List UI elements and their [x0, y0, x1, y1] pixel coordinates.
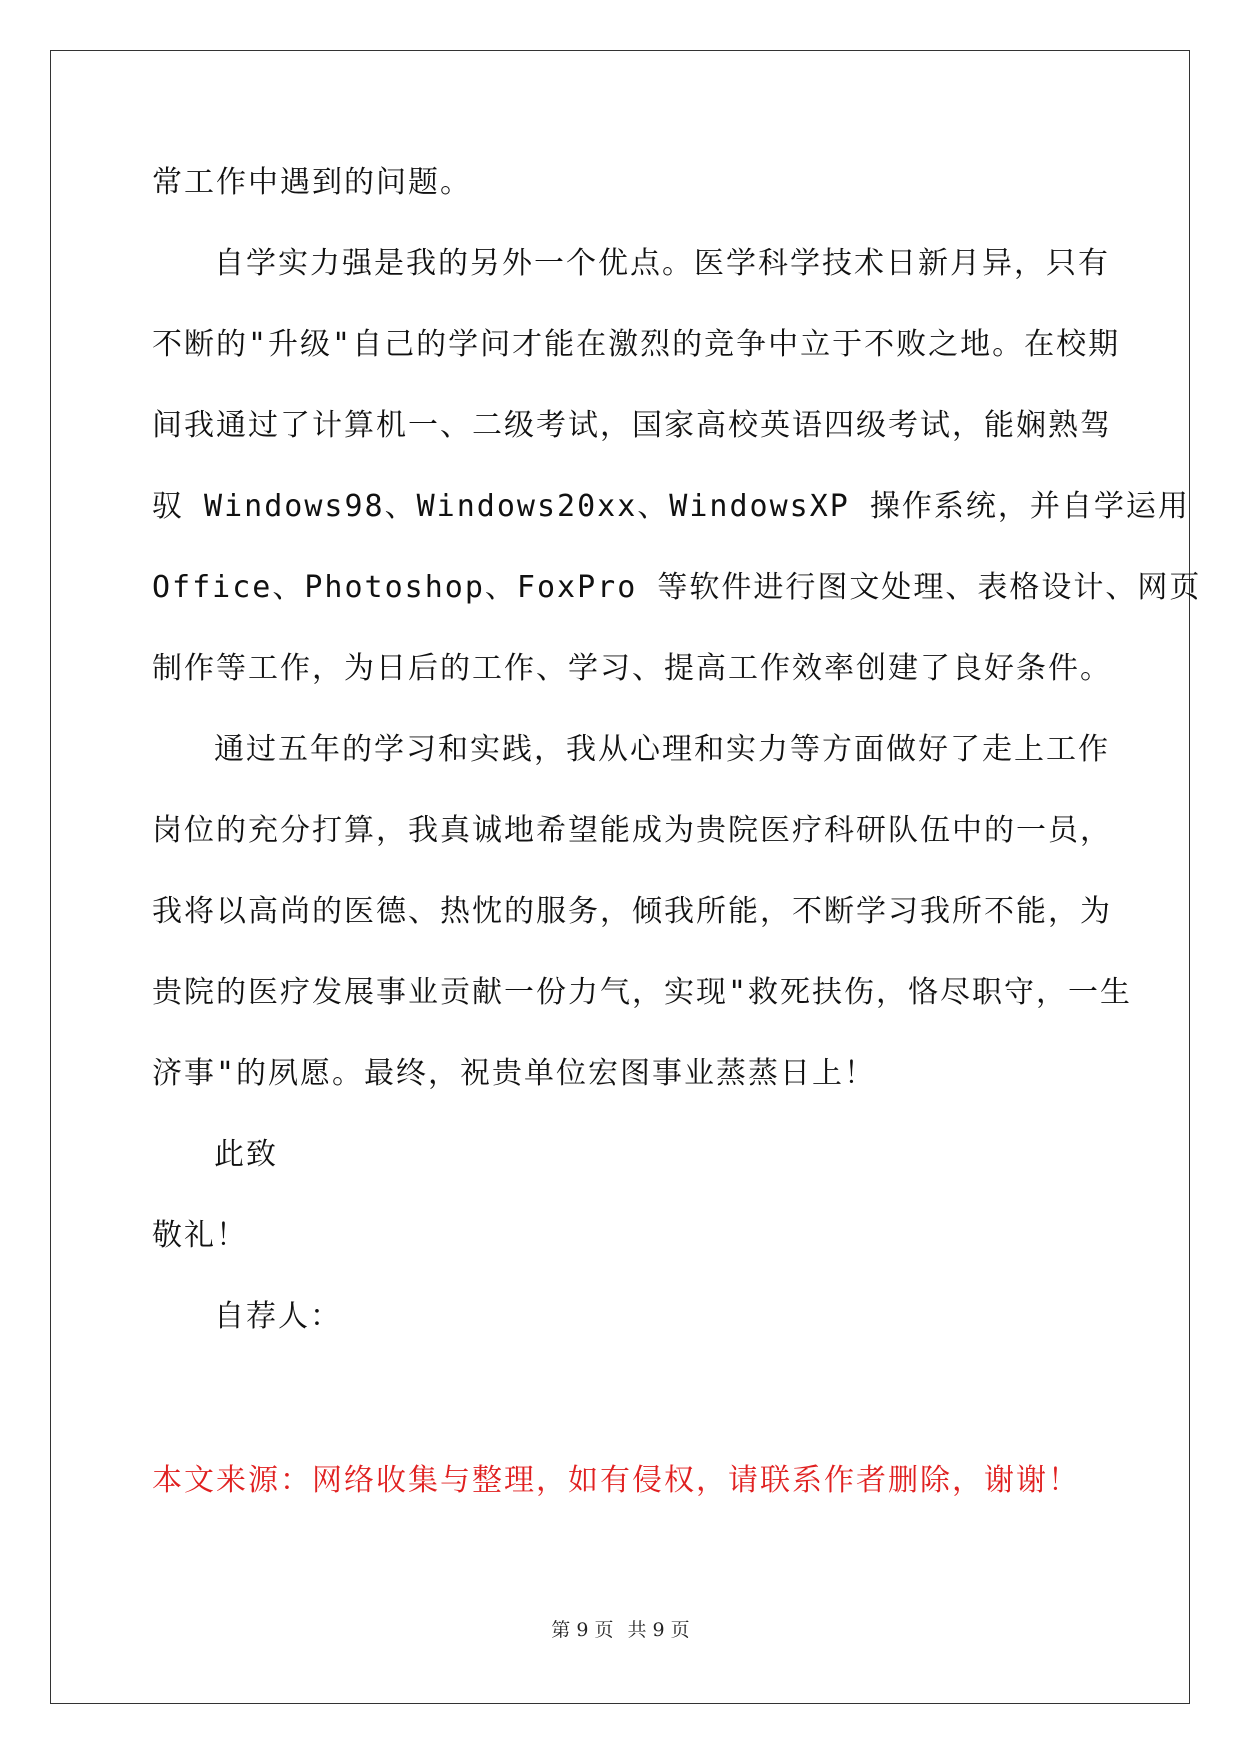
text-line: 间我通过了计算机一、二级考试，国家高校英语四级考试，能娴熟驾	[152, 408, 1112, 443]
text-line: 我将以高尚的医德、热忱的服务，倾我所能，不断学习我所不能，为	[152, 894, 1112, 929]
text-line: 济事"的夙愿。最终，祝贵单位宏图事业蒸蒸日上！	[152, 1056, 877, 1091]
page-total: 共 9 页	[627, 1619, 690, 1641]
text-line: 通过五年的学习和实践，我从心理和实力等方面做好了走上工作	[214, 732, 1110, 767]
document-body	[152, 164, 1202, 1379]
text-line: 驭 Windows98、Windows20xx、WindowsXP 操作系统，并自学运用	[152, 489, 1190, 524]
text-line: 自学实力强是我的另外一个优点。医学科学技术日新月异，只有	[214, 246, 1110, 281]
closing-salutation: 此致	[214, 1137, 278, 1172]
page-footer	[0, 1615, 1241, 1642]
closing-regards: 敬礼！	[152, 1218, 248, 1253]
text-line: 常工作中遇到的问题。	[152, 165, 472, 200]
signature-label: 自荐人：	[214, 1299, 342, 1334]
text-line: 制作等工作，为日后的工作、学习、提高工作效率创建了良好条件。	[152, 651, 1112, 686]
source-disclaimer: 本文来源：网络收集与整理，如有侵权，请联系作者删除，谢谢！	[152, 1463, 1080, 1498]
text-line: 岗位的充分打算，我真诚地希望能成为贵院医疗科研队伍中的一员，	[152, 813, 1112, 848]
text-line: 贵院的医疗发展事业贡献一份力气，实现"救死扶伤，恪尽职守，一生	[152, 975, 1133, 1010]
text-line: Office、Photoshop、FoxPro 等软件进行图文处理、表格设计、网页	[152, 570, 1202, 605]
page-number: 第 9 页	[551, 1619, 614, 1641]
text-line: 不断的"升级"自己的学问才能在激烈的竞争中立于不败之地。在校期	[152, 327, 1121, 362]
